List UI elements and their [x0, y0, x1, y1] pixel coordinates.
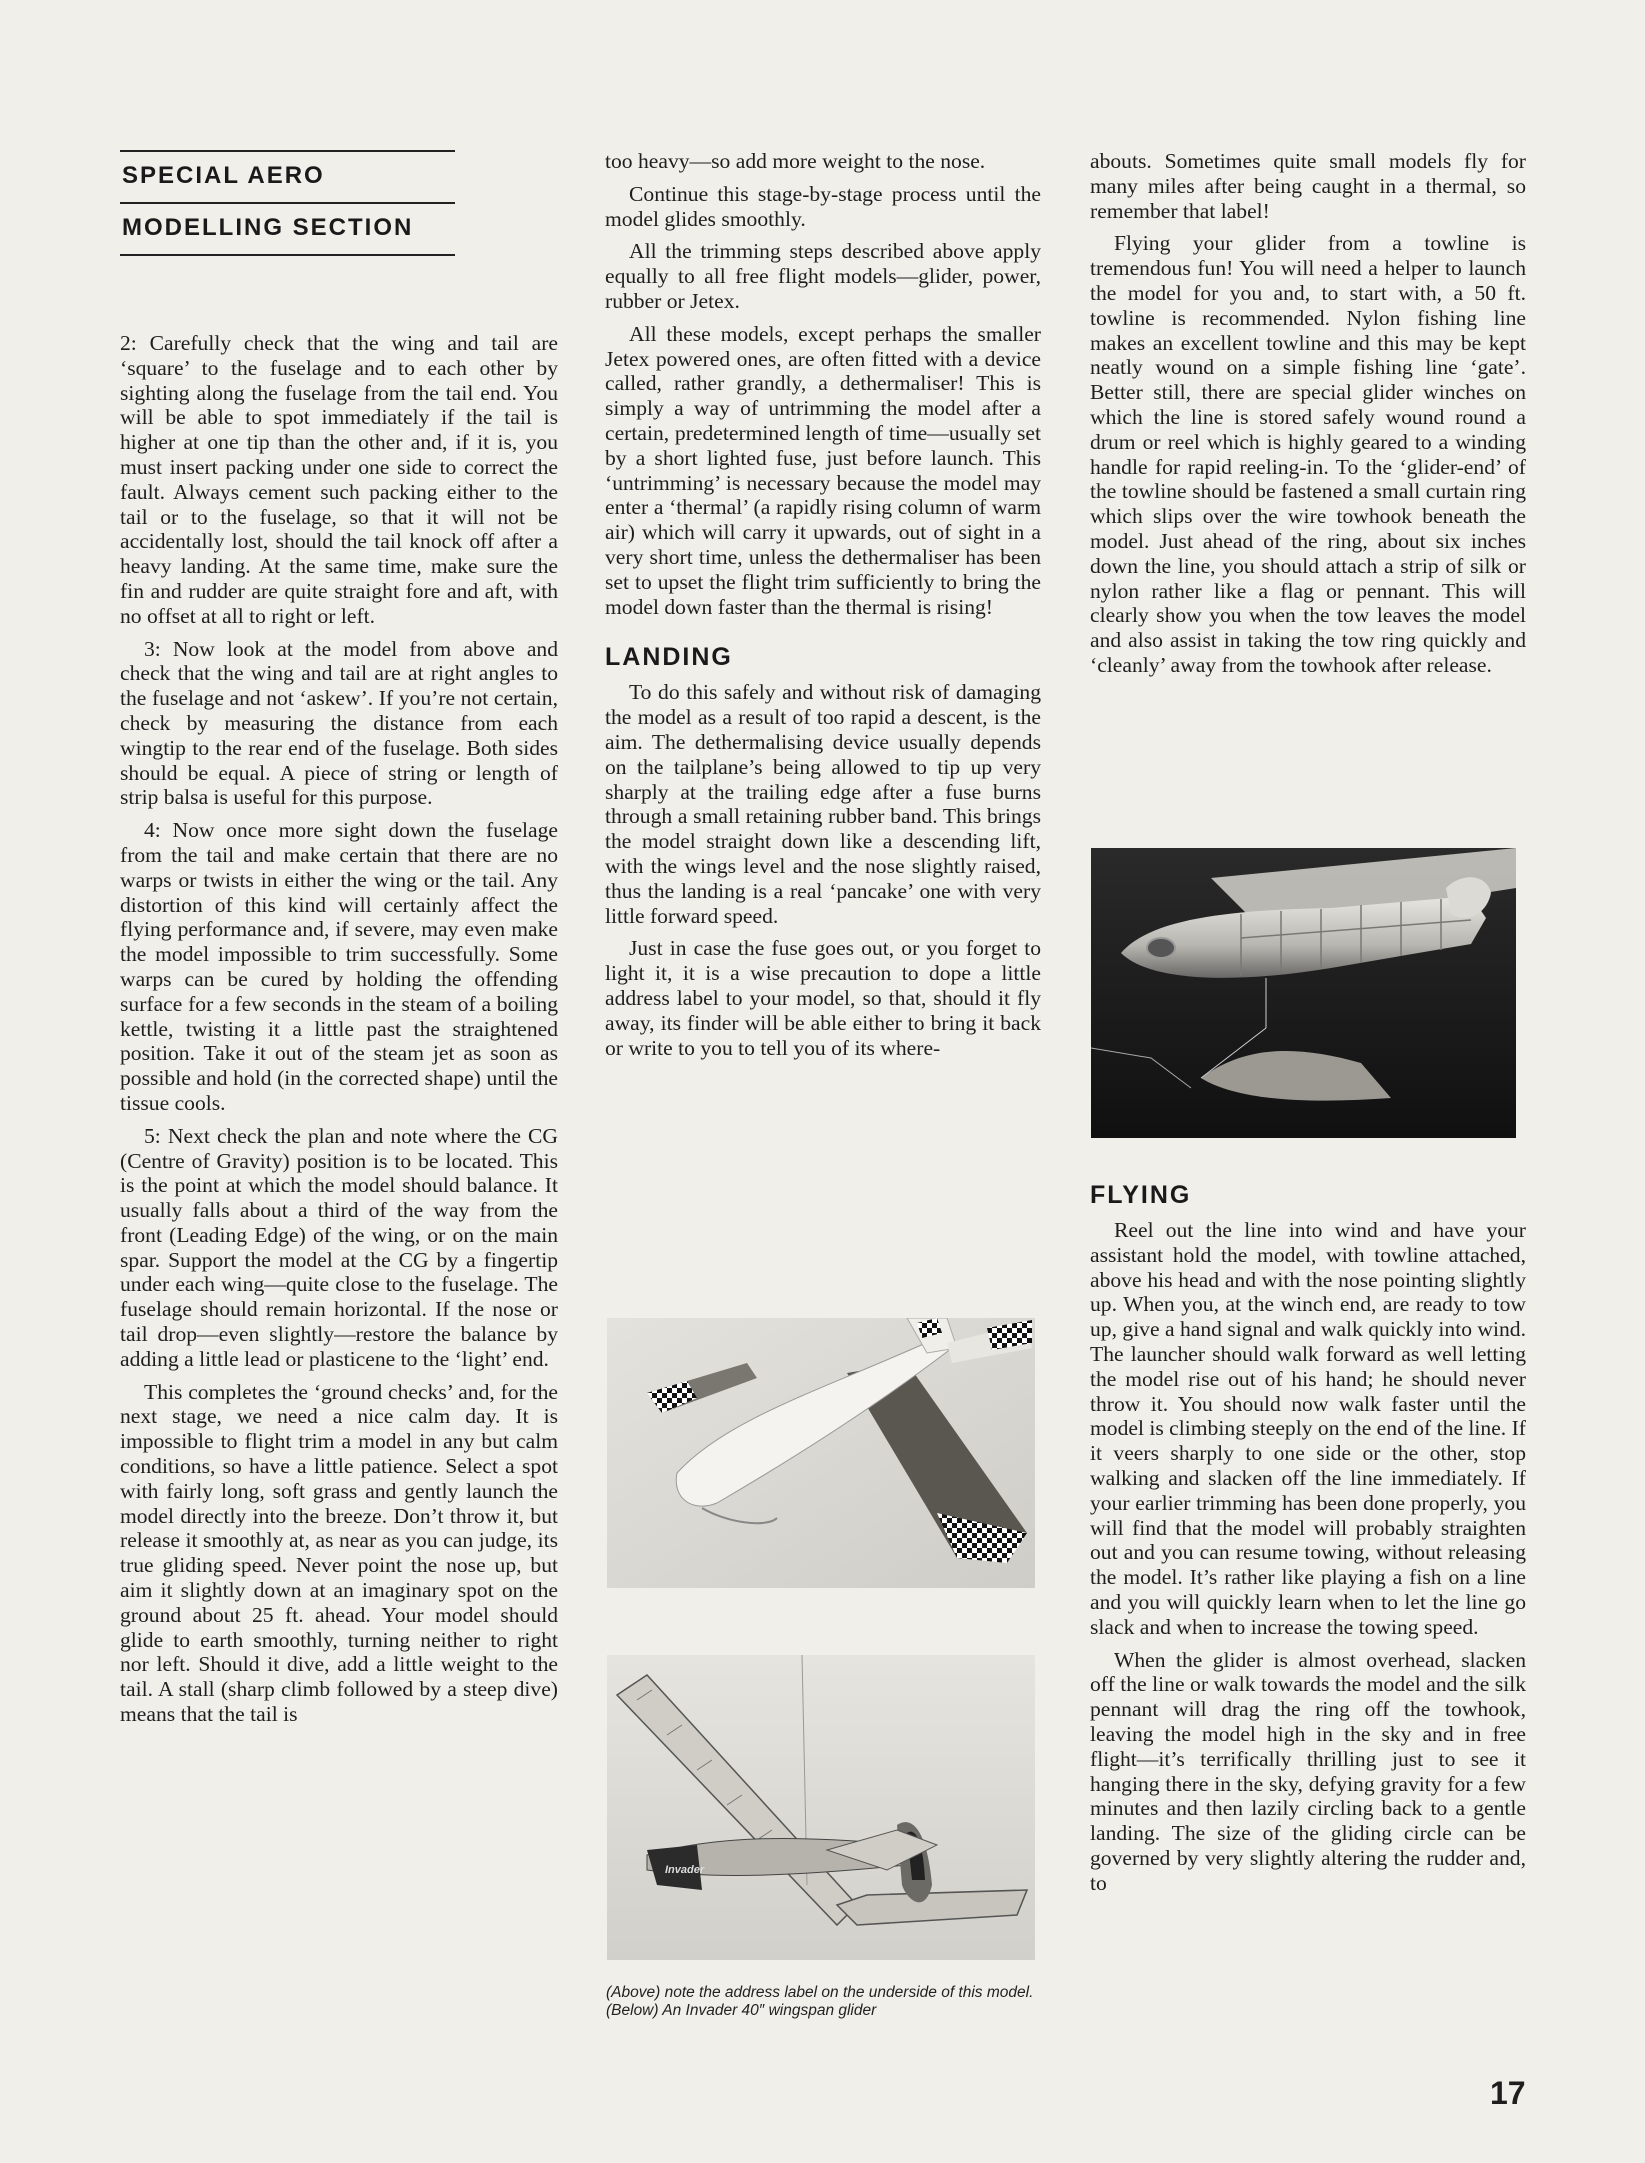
photo-glider-underside — [1091, 848, 1516, 1138]
col3-paragraph: abouts. Sometimes quite small models fly for many miles after being caught in a thermal, so remember that label! — [1090, 149, 1526, 223]
col1-paragraph: 4: Now once more sight down the fuselage from the tail and make certain that there are no warps or twists in either the wing or the tail. Any distortion of this kind will certainly affect the flying performance and, if severe, may even make the model impossible to trim successfully. Some warps can be cured by holding the offending surface for a few seconds in the steam of a boiling kettle, twisting it a little past the straightened position. Take it out of the steam jet as soon as possible and hold (in the corrected shape) until the tissue cools. — [120, 818, 558, 1115]
col3-paragraph: Reel out the line into wind and have your assistant hold the model, with towline attached, above his head and with the nose pointing slightly up. When you, at the winch end, are ready to tow up, give a hand signal and walk quickly into wind. The launcher should walk forward as well letting the model rise out of his hand; he should never throw it. You should now walk faster until the model is climbing steeply on the end of the line. If it veers sharply to one side or the other, stop walking and slacken off the line immediately. If your earlier trimming has been done properly, you will find that the model will probably straighten out and you can resume towing, without releasing the model. It’s rather like playing a fish on a line and you will quickly learn when to let the line go slack and when to increase the towing speed. — [1090, 1218, 1526, 1639]
heading-landing: LANDING — [605, 643, 733, 672]
col1-paragraph: 3: Now look at the model from above and check that the wing and tail are at right angles to the fuselage and not ‘askew’. If you’re not certain, check by measuring the distance from each wingtip to the rear end of the fuselage. Both sides should be equal. A piece of string or length of strip balsa is useful for this purpose. — [120, 636, 558, 810]
photo-glider-top — [607, 1318, 1035, 1588]
col3-paragraph: When the glider is almost overhead, slacken off the line or walk towards the model and the silk pennant will drag the ring off the towhook, leaving the model high in the sky and in free flight—it’s terrifically thrilling just to see it hanging there in the sky, defying gravity for a few minutes and then lazily circling back to a gentle landing. The size of the gliding circle can be governed by very slightly altering the rudder and, to — [1090, 1647, 1526, 1895]
col1-paragraph: 5: Next check the plan and note where the CG (Centre of Gravity) position is to be located. This is the point at which the model should balance. It usually falls about a third of the way from the front (Leading Edge) of the wing, or on the main spar. Support the model at the CG by a fingertip under each wing—quite close to the fuselage. The fuselage should remain horizontal. If the nose or tail drop—even slightly—restore the balance by adding a little lead or plasticene to the ‘light’ end. — [120, 1123, 558, 1371]
photo-invader-glider — [607, 1655, 1035, 1960]
section-title-line2: MODELLING SECTION — [122, 214, 414, 241]
column-3-bottom — [1090, 1181, 1526, 1896]
column-3-top — [1090, 149, 1526, 678]
section-header — [120, 150, 455, 256]
col2-paragraph: Just in case the fuse goes out, or you forget to light it, it is a wise precaution to dope a little address label to your model, so that, should it fly away, its finder will be able either to bring it back or write to you to tell you of its where- — [605, 936, 1041, 1060]
glider-top-illustration — [607, 1318, 1035, 1588]
col2-paragraph: All the trimming steps described above apply equally to all free flight models—glider, power, rubber or Jetex. — [605, 239, 1041, 313]
page-number: 17 — [1490, 2075, 1526, 2111]
col2-paragraph: too heavy—so add more weight to the nose. — [605, 149, 986, 173]
invader-glider-illustration — [607, 1655, 1035, 1960]
column-2 — [605, 149, 1041, 1060]
section-title-line1: SPECIAL AERO — [122, 162, 325, 189]
glider-underside-illustration — [1091, 848, 1516, 1138]
photo-caption: (Above) note the address label on the underside of this model. (Below) An Invader 40″ wingspan glider — [606, 1984, 1034, 2019]
rule-bottom — [120, 254, 455, 256]
col3-paragraph: Flying your glider from a towline is tremendous fun! You will need a helper to launch the model for you and, to start with, a 50 ft. towline is recommended. Nylon fishing line makes an excellent towline and this may be kept neatly wound on a simple fishing line ‘gate’. Better still, there are special glider winches on which the line is stored safely wound round a drum or reel which is highly geared to a winding handle for rapid reeling-in. To the ‘glider-end’ of the towline should be fastened a small curtain ring which slips over the wire towhook beneath the model. Just ahead of the ring, about six inches down the line, you should attach a strip of silk or nylon rather like a flag or pennant. This will clearly show you when the tow leaves the model and also assist in taking the tow ring quickly and ‘cleanly’ away from the towhook after release. — [1090, 231, 1526, 677]
heading-flying: FLYING — [1090, 1181, 1192, 1209]
col1-paragraph: 2: Carefully check that the wing and tail are ‘square’ to the fuselage and to each other by sighting along the fuselage from the tail end. You will be able to spot immediately if the tail is higher at one tip than the other and, if it is, you must insert packing under one side to correct the fault. Always cement such packing either to the tail or to the fuselage, so that it will not be accidentally lost, should the tail knock off after a heavy landing. At the same time, make sure the fin and rudder are quite straight fore and aft, with no offset at all to right or left. — [120, 331, 558, 628]
column-1 — [120, 331, 558, 1727]
col2-paragraph: All these models, except perhaps the smaller Jetex powered ones, are often fitted with a device called, rather grandly, a dethermaliser! This is simply a way of untrimming the model after a certain, predetermined length of time—usually set by a short lighted fuse, just before launch. This ‘untrimming’ is necessary because the model may enter a ‘thermal’ (a rapidly rising column of warm air) which will carry it upwards, out of sight in a very short time, unless the dethermaliser has been set to upset the flight trim sufficiently to bring the model down faster than the thermal is rising! — [605, 321, 1041, 619]
col2-paragraph: To do this safely and without risk of damaging the model as a result of too rapid a descent, is the aim. The dethermalising device usually depends on the tailplane’s being allowed to tip up very sharply at the trailing edge after a fuse burns through a small retaining rubber band. This brings the model straight down like a descending lift, with the wings level and the nose slightly raised, thus the landing is a real ‘pancake’ one with very little forward speed. — [605, 680, 1041, 928]
col2-paragraph: Continue this stage-by-stage process until the model glides smoothly. — [605, 181, 1041, 231]
invader-label: Invader — [665, 1864, 705, 1876]
col1-paragraph: This completes the ‘ground checks’ and, for the next stage, we need a nice calm day. It is impossible to flight trim a model in any but calm conditions, so have a little patience. Select a spot with fairly long, soft grass and gently launch the model directly into the breeze. Don’t throw it, but release it smoothly at, as near as you can judge, its true gliding speed. Never point the nose up, but aim it slightly down at an imaginary spot on the ground about 25 ft. ahead. Your model should glide to earth smoothly, turning neither to right nor left. Should it dive, add a little weight to the tail. A stall (sharp climb followed by a steep dive) means that the tail is — [120, 1379, 558, 1727]
